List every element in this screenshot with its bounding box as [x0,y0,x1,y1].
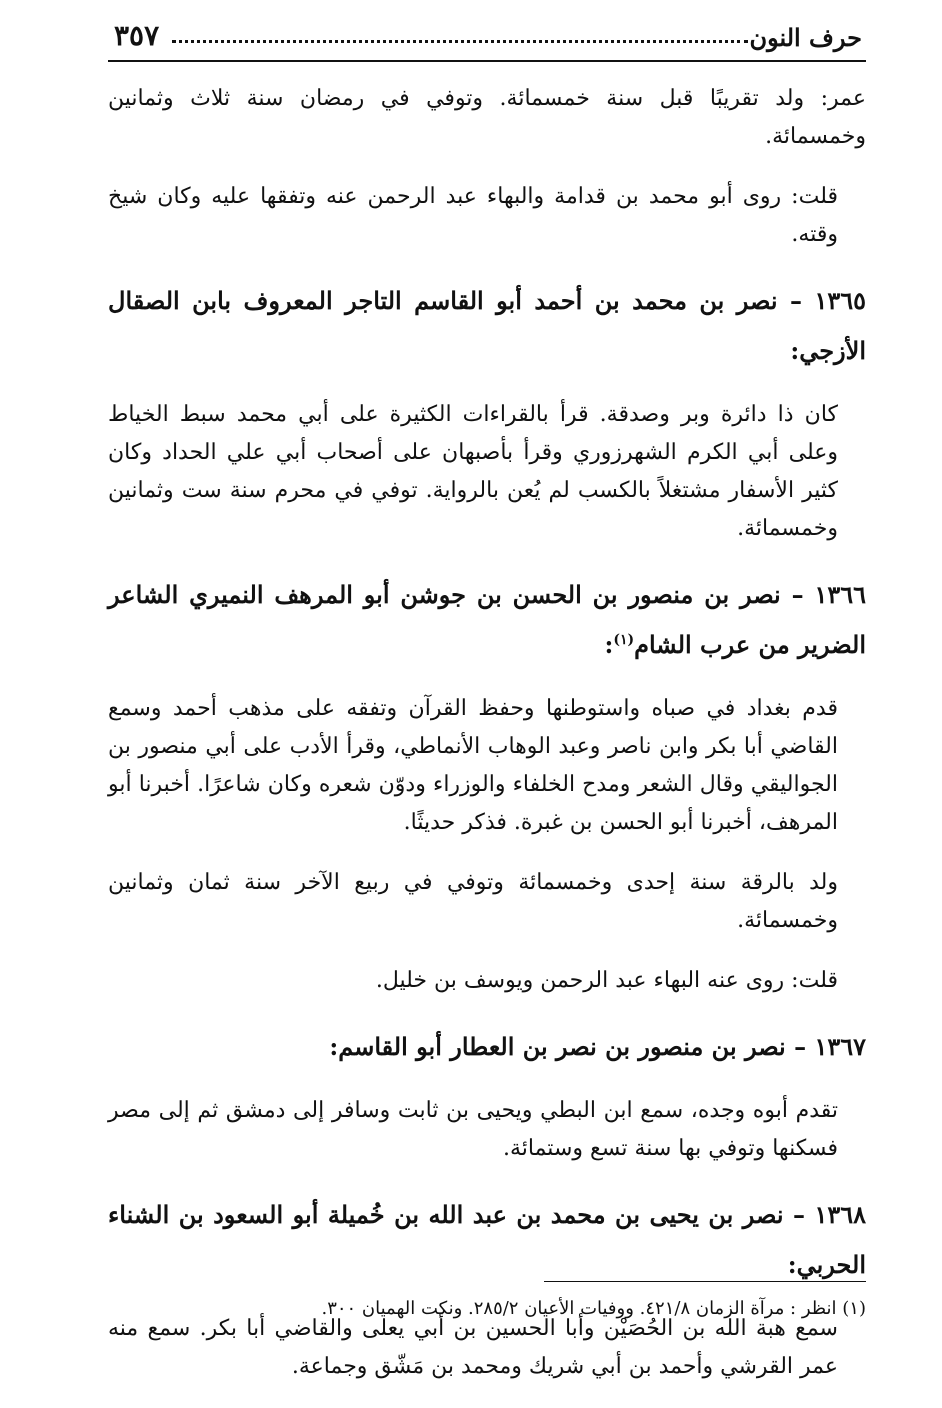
page-number: ٣٥٧ [114,19,160,52]
entry-heading-text: – نصر بن منصور بن الحسن بن جوشن أبو المرهف النميري الشاعر الضرير من عرب الشام [108,580,866,659]
paragraph: قلت: روى عنه البهاء عبد الرحمن ويوسف بن خليل. [375,968,838,993]
entry-heading-suffix: : [604,630,614,659]
entry-heading-text: – نصر بن منصور بن نصر بن العطار أبو القاسم: [329,1032,807,1061]
paragraph: كان ذا دائرة وبر وصدقة. قرأ بالقراءات الكثيرة على أبي محمد سبط الخياط وعلى أبي الكرم الشهرزوري وقرأ بأصبهان على أصحاب أبي علي الحداد وكان كثير الأسفار مشتغلاً بالكسب لم يُعن بالرواية. توفي في محرم سنة ست وثمانين وخمسمائة. [108,402,838,541]
entry-number: ١٣٦٨ [814,1200,866,1229]
paragraph: قدم بغداد في صباه واستوطنها وحفظ القرآن وتفقه على مذهب أحمد وسمع القاضي أبا بكر وابن ناصر وعبد الوهاب الأنماطي، وقرأ الأدب على أبي منصور بن الجواليقي وقال الشعر ومدح الخلفاء والوزراء ودوّن شعره وكان شاعرًا. أخبرنا أبو المرهف، أخبرنا أبو الحسن بن غبرة. فذكر حديثًا. [108,696,838,835]
header-dot-leader [172,40,748,43]
paragraph: قلت: روى أبو محمد بن قدامة والبهاء عبد الرحمن عنه وتفقها عليه وكان شيخ وقته. [108,184,838,247]
entry-number: ١٣٦٦ [814,580,866,609]
book-page [108,16,867,1379]
biography-entry-heading [108,276,866,376]
biography-entry-heading [108,1022,866,1072]
footnote-ref: (١) [613,632,635,648]
entry-number: ١٣٦٥ [814,286,867,315]
paragraph: سمع هبة الله بن الحُصَيْن وأبا الحسين بن أبي يعلى والقاضي أبا بكر. سمع منه عمر القرشي وأحمد بن أبي شريك ومحمد بن مَشّق وجماعة. [108,1316,838,1379]
paragraph: عمر: ولد تقريبًا قبل سنة خمسمائة. وتوفي في رمضان سنة ثلاث وثمانين وخمسمائة. [108,86,866,149]
chapter-title: حرف النون [749,23,862,52]
paragraph: ولد بالرقة سنة إحدى وخمسمائة وتوفي في ربيع الآخر سنة ثمان وثمانين وخمسمائة. [108,870,838,933]
entry-heading-text: – نصر بن يحيى بن محمد بن عبد الله بن خُميلة أبو السعود بن الشناء الحربي: [108,1200,866,1279]
paragraph: تقدم أبوه وجده، سمع ابن البطي ويحيى بن ثابت وسافر إلى دمشق ثم إلى مصر فسكنها وتوفي بها سنة تسع وستمائة. [108,1098,838,1161]
footnote: (١) انظر : مرآة الزمان ٤٢١/٨. ووفيات الأعيان ٢٨٥/٢. ونكت الهميان ٣٠٠. [321,1298,866,1319]
page-header [108,16,866,62]
entry-heading-text: – نصر بن محمد بن أحمد أبو القاسم التاجر المعروف بابن الصقال الأزجي: [108,286,866,365]
page-body [108,80,866,1408]
entry-number: ١٣٦٧ [814,1032,866,1061]
biography-entry-heading [108,1190,866,1290]
footnote-separator [544,1281,866,1282]
biography-entry-heading [108,570,866,670]
